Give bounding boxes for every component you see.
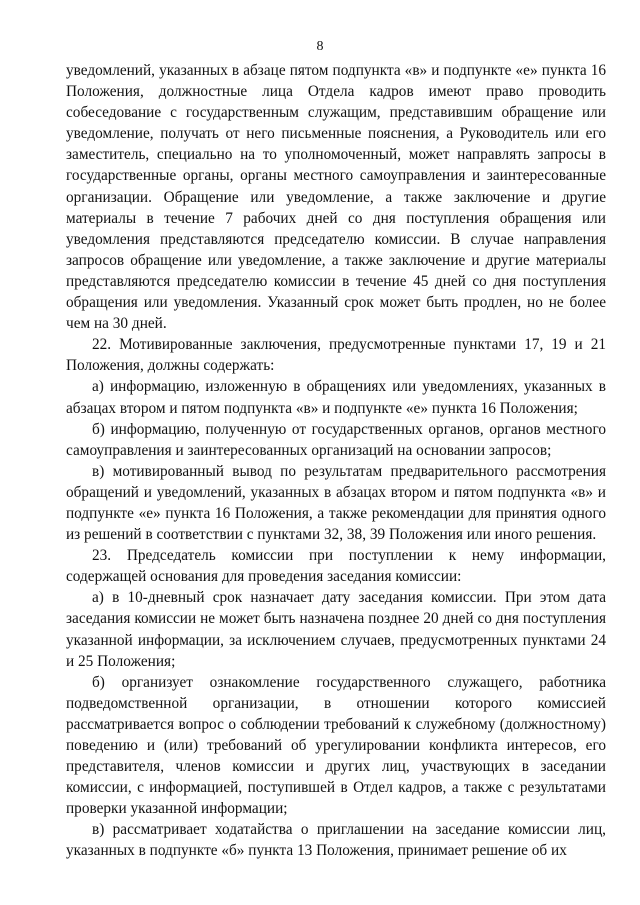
paragraph-clause-23-b: б) организует ознакомление государственного служащего, работника подведомственной организации, в отношении которого комиссией рассматривается вопрос о соблюдении требований к служебному (должностному) поведению и (или) требований об урегулировании конфликта интересов, его представителя, членов комиссии и других лиц, участвующих в заседании комиссии, с информацией, поступившей в Отдел кадров, а также с результатами проверки указанной информации;: [66, 673, 606, 818]
paragraph-clause-22-v: в) мотивированный вывод по результатам предварительного рассмотрения обращений и уведомлений, указанных в абзацах втором и пятом подпункта «в» и подпункте «е» пункта 16 Положения, а также рекомендации для принятия одного из решений в соответствии с пунктами 32, 38, 39 Положения или иного решения.: [66, 462, 606, 544]
paragraph-clause-22-b: б) информацию, полученную от государственных органов, органов местного самоуправления и заинтересованных организаций на основании запросов;: [66, 420, 606, 459]
paragraph-clause-22-a: а) информацию, изложенную в обращениях или уведомлениях, указанных в абзацах втором и пятом подпункта «в» и подпункте «е» пункта 16 Положения;: [66, 378, 606, 417]
paragraph-continuation: уведомлений, указанных в абзаце пятом подпункта «в» и подпункте «е» пункта 16 Положения, должностные лица Отдела кадров имеют право проводить собеседование с государственным служащим, представившим обращение или уведомление, получать от него письменные пояснения, а Руководитель или его заместитель, специально на то уполномоченный, может направлять запросы в государственные органы, органы местного самоуправления и заинтересованные организации. Обращение или уведомление, а также заключение и другие материалы в течение 7 рабочих дней со дня поступления обращения или уведомления представляются председателю комиссии. В случае направления запросов обращение или уведомление, а также заключение и другие материалы представляются председателю комиссии в течение 45 дней со дня поступления обращения или уведомления. Указанный срок может быть продлен, но не более чем на 30 дней.: [66, 62, 606, 333]
paragraph-clause-22: 22. Мотивированные заключения, предусмотренные пунктами 17, 19 и 21 Положения, должны содержать:: [66, 336, 606, 375]
paragraph-clause-23-v: в) рассматривает ходатайства о приглашении на заседание комиссии лиц, указанных в подпункте «б» пункта 13 Положения, принимает решение об их: [66, 821, 606, 860]
document-body: [66, 60, 606, 862]
paragraph-clause-23: 23. Председатель комиссии при поступлении к нему информации, содержащей основания для проведения заседания комиссии:: [66, 547, 606, 586]
page-number: 8: [316, 39, 324, 54]
paragraph-clause-23-a: а) в 10-дневный срок назначает дату заседания комиссии. При этом дата заседания комиссии не может быть назначена позднее 20 дней со дня поступления указанной информации, за исключением случаев, предусмотренных пунктами 24 и 25 Положения;: [66, 589, 606, 670]
